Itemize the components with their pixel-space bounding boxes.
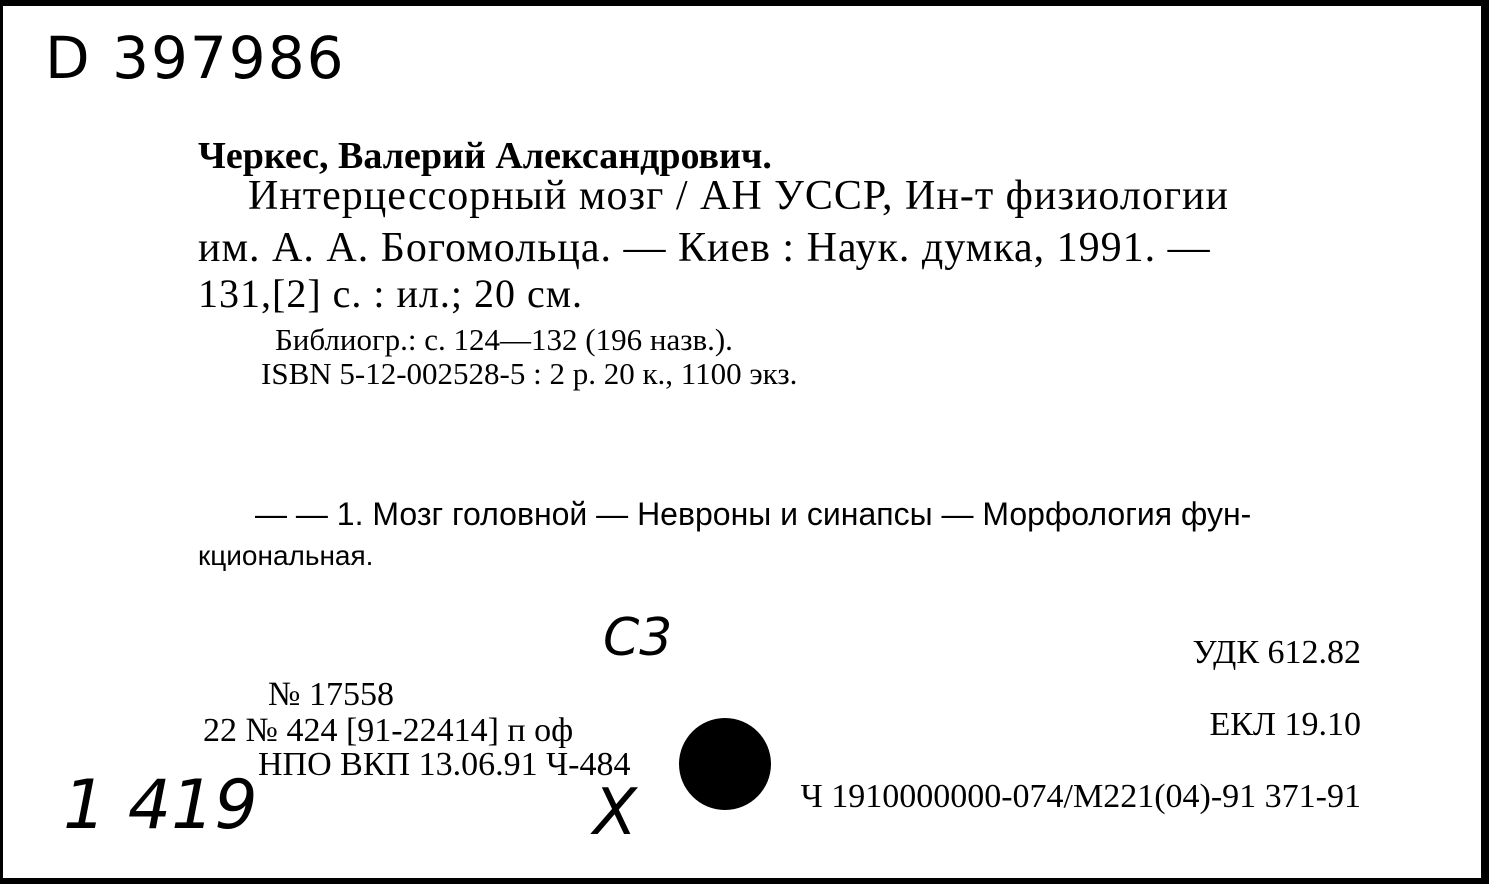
bibliography-note: Библиогр.: с. 124—132 (196 назв.). <box>275 322 733 357</box>
registration-number: № 17558 <box>268 676 394 713</box>
title-line-2: им. А. А. Богомольца. — Киев : Наук. думка, 1991. — <box>198 225 1211 271</box>
title-line-3: 131,[2] с. : ил.; 20 см. <box>198 271 584 316</box>
printing-line: НПО ВКП 13.06.91 Ч-484 <box>258 746 631 783</box>
handwritten-c3: С3 <box>603 608 673 668</box>
classification-code: Ч 1910000000-074/М221(04)-91 371-91 <box>800 778 1361 815</box>
ekl-code: ЕКЛ 19.10 <box>1209 706 1361 743</box>
author-name: Черкес, Валерий Александрович. <box>198 135 772 177</box>
ink-blot <box>679 718 771 810</box>
call-number: D 397986 <box>45 24 346 92</box>
title-line-1: Интерцессорный мозг / АН УССР, Ин-т физиологии <box>248 173 1230 219</box>
isbn-line: ISBN 5-12-002528-5 : 2 р. 20 к., 1100 экз. <box>261 356 798 391</box>
handwritten-mark: Х <box>593 776 637 850</box>
subject-heading-line-2: кциональная. <box>198 540 374 571</box>
udk-code: УДК 612.82 <box>1192 634 1361 671</box>
handwritten-number: 1 419 <box>63 766 258 845</box>
order-line: 22 № 424 [91-22414] п оф <box>203 712 574 749</box>
subject-heading-line-1: — — 1. Мозг головной — Невроны и синапсы — Морфология фун- <box>255 496 1252 532</box>
